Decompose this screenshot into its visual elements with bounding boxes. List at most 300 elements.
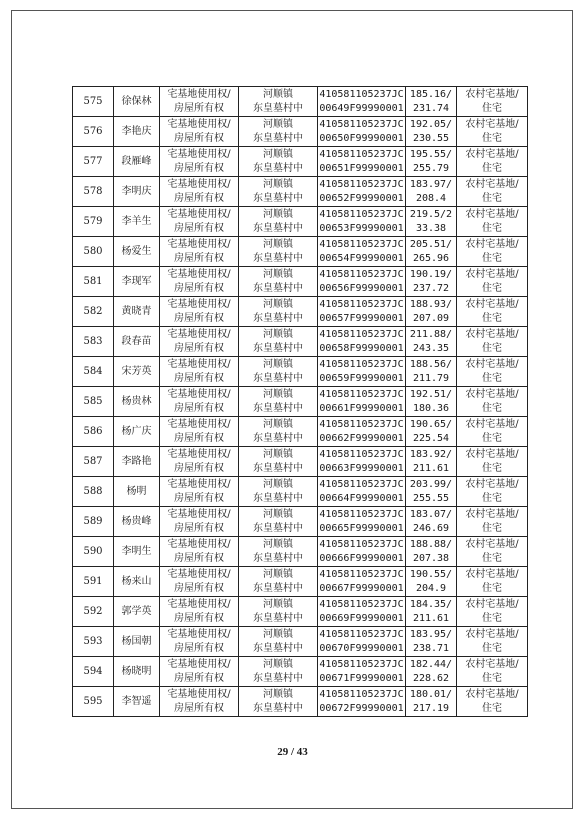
cell-location-line: 河顺镇 [263,238,293,250]
cell-unit-code-line: 410581105237JC [319,118,404,130]
cell-area-line: 180.36 [412,402,450,414]
cell-location [239,87,318,117]
cell-unit-code-line: 410581105237JC [319,268,404,280]
cell-area-line: 228.62 [412,672,450,684]
cell-right-type [160,87,239,117]
cell-area [406,327,457,357]
cell-unit-code-line: 00670F99990001 [319,642,404,654]
cell-location-line: 东皇墓村中 [253,642,303,654]
cell-location-line: 东皇墓村中 [253,132,303,144]
cell-area-line: 195.55/ [409,148,453,160]
cell-serial-number: 589 [73,507,114,537]
cell-location-line: 河顺镇 [263,268,293,280]
cell-location-line: 河顺镇 [263,88,293,100]
cell-usage [457,207,528,237]
cell-unit-code [318,117,406,147]
cell-owner-name: 李明庆 [114,177,160,207]
cell-right-type-line: 宅基地使用权/ [167,628,231,640]
cell-serial-number: 581 [73,267,114,297]
cell-unit-code-line: 410581105237JC [319,88,404,100]
cell-right-type-line: 房屋所有权 [174,102,224,114]
cell-area-line: 211.61 [412,612,450,624]
cell-area [406,177,457,207]
cell-unit-code-line: 00663F99990001 [319,462,404,474]
cell-area [406,147,457,177]
cell-location-line: 河顺镇 [263,208,293,220]
cell-right-type-line: 宅基地使用权/ [167,478,231,490]
cell-unit-code-line: 410581105237JC [319,658,404,670]
cell-right-type-line: 房屋所有权 [174,702,224,714]
cell-serial-number: 575 [73,87,114,117]
cell-right-type [160,567,239,597]
cell-location-line: 河顺镇 [263,688,293,700]
table-row [73,117,528,147]
cell-location-line: 东皇墓村中 [253,462,303,474]
cell-serial-number: 587 [73,447,114,477]
cell-right-type [160,237,239,267]
cell-location [239,357,318,387]
cell-area-line: 185.16/ [409,88,453,100]
cell-usage [457,387,528,417]
cell-location-line: 东皇墓村中 [253,252,303,264]
cell-usage-line: 农村宅基地/ [465,418,519,430]
table-row [73,207,528,237]
cell-location-line: 东皇墓村中 [253,312,303,324]
cell-serial-number: 595 [73,687,114,717]
cell-location-line: 东皇墓村中 [253,102,303,114]
cell-owner-name: 李艳庆 [114,117,160,147]
cell-location-line: 东皇墓村中 [253,402,303,414]
cell-usage [457,327,528,357]
cell-usage [457,627,528,657]
cell-area-line: 190.65/ [409,418,453,430]
cell-usage-line: 住宅 [482,162,502,174]
cell-usage [457,117,528,147]
cell-area-line: 188.93/ [409,298,453,310]
cell-right-type [160,597,239,627]
cell-usage-line: 农村宅基地/ [465,598,519,610]
cell-right-type-line: 房屋所有权 [174,672,224,684]
cell-location-line: 东皇墓村中 [253,372,303,384]
cell-area-line: 184.35/ [409,598,453,610]
cell-location-line: 河顺镇 [263,118,293,130]
cell-owner-name: 杨爱生 [114,237,160,267]
cell-area-line: 204.9 [415,582,447,594]
page-current: 29 [277,746,289,758]
cell-usage-line: 农村宅基地/ [465,208,519,220]
cell-serial-number: 588 [73,477,114,507]
cell-area [406,117,457,147]
property-registry-table [72,86,528,717]
cell-right-type-line: 房屋所有权 [174,222,224,234]
cell-usage-line: 农村宅基地/ [465,538,519,550]
page-separator: / [288,746,297,758]
table-row [73,447,528,477]
cell-area [406,597,457,627]
cell-owner-name: 郭学英 [114,597,160,627]
cell-usage [457,687,528,717]
table-row [73,177,528,207]
cell-unit-code-line: 00656F99990001 [319,282,404,294]
cell-location-line: 河顺镇 [263,538,293,550]
cell-owner-name: 李明生 [114,537,160,567]
cell-usage [457,657,528,687]
cell-usage-line: 农村宅基地/ [465,358,519,370]
cell-unit-code [318,417,406,447]
cell-location-line: 河顺镇 [263,298,293,310]
cell-area [406,387,457,417]
cell-right-type [160,117,239,147]
cell-location [239,537,318,567]
cell-serial-number: 578 [73,177,114,207]
cell-right-type [160,177,239,207]
cell-usage-line: 住宅 [482,582,502,594]
cell-location [239,177,318,207]
cell-owner-name: 李路艳 [114,447,160,477]
cell-location-line: 东皇墓村中 [253,522,303,534]
cell-usage [457,357,528,387]
cell-unit-code [318,657,406,687]
cell-location-line: 东皇墓村中 [253,582,303,594]
cell-location [239,147,318,177]
cell-location-line: 东皇墓村中 [253,552,303,564]
cell-usage [457,537,528,567]
table-body [73,87,528,717]
cell-usage-line: 住宅 [482,132,502,144]
cell-location [239,117,318,147]
cell-serial-number: 585 [73,387,114,417]
cell-serial-number: 584 [73,357,114,387]
cell-usage [457,597,528,627]
cell-area-line: 183.97/ [409,178,453,190]
table-row [73,237,528,267]
cell-location [239,477,318,507]
cell-unit-code-line: 00662F99990001 [319,432,404,444]
cell-usage-line: 住宅 [482,432,502,444]
table-row [73,297,528,327]
cell-serial-number: 582 [73,297,114,327]
cell-area-line: 211.79 [412,372,450,384]
cell-usage-line: 农村宅基地/ [465,508,519,520]
cell-location [239,687,318,717]
cell-area-line: 237.72 [412,282,450,294]
table-row [73,147,528,177]
cell-location-line: 东皇墓村中 [253,192,303,204]
cell-location [239,207,318,237]
cell-right-type-line: 房屋所有权 [174,132,224,144]
cell-area-line: 230.55 [412,132,450,144]
cell-right-type-line: 宅基地使用权/ [167,598,231,610]
cell-location [239,567,318,597]
cell-right-type [160,417,239,447]
cell-usage-line: 住宅 [482,642,502,654]
cell-unit-code [318,627,406,657]
cell-right-type [160,267,239,297]
cell-right-type [160,627,239,657]
cell-right-type-line: 宅基地使用权/ [167,508,231,520]
cell-unit-code-line: 00664F99990001 [319,492,404,504]
cell-area-line: 192.51/ [409,388,453,400]
cell-area-line: 219.5/2 [409,208,453,220]
table-row [73,387,528,417]
cell-area [406,447,457,477]
cell-right-type-line: 房屋所有权 [174,582,224,594]
cell-location-line: 河顺镇 [263,388,293,400]
cell-right-type [160,207,239,237]
cell-right-type-line: 房屋所有权 [174,162,224,174]
cell-usage-line: 农村宅基地/ [465,658,519,670]
cell-right-type [160,327,239,357]
cell-usage-line: 住宅 [482,462,502,474]
cell-area-line: 183.07/ [409,508,453,520]
cell-right-type-line: 房屋所有权 [174,312,224,324]
cell-unit-code [318,267,406,297]
cell-area-line: 238.71 [412,642,450,654]
cell-owner-name: 李智遥 [114,687,160,717]
cell-owner-name: 杨晓明 [114,657,160,687]
cell-usage-line: 住宅 [482,372,502,384]
cell-unit-code [318,447,406,477]
cell-area-line: 203.99/ [409,478,453,490]
cell-unit-code-line: 00669F99990001 [319,612,404,624]
cell-area-line: 180.01/ [409,688,453,700]
table-row [73,627,528,657]
cell-usage [457,417,528,447]
cell-location-line: 河顺镇 [263,478,293,490]
cell-unit-code-line: 410581105237JC [319,178,404,190]
cell-location [239,627,318,657]
cell-area-line: 33.38 [415,222,447,234]
cell-area [406,657,457,687]
cell-right-type-line: 宅基地使用权/ [167,298,231,310]
cell-owner-name: 杨国朝 [114,627,160,657]
cell-unit-code-line: 410581105237JC [319,418,404,430]
page-total: 43 [296,746,308,758]
cell-area [406,687,457,717]
cell-location-line: 河顺镇 [263,448,293,460]
cell-owner-name: 杨贵峰 [114,507,160,537]
cell-right-type [160,297,239,327]
cell-usage-line: 住宅 [482,492,502,504]
cell-usage-line: 住宅 [482,672,502,684]
cell-unit-code-line: 00665F99990001 [319,522,404,534]
cell-area-line: 231.74 [412,102,450,114]
cell-usage [457,477,528,507]
cell-serial-number: 590 [73,537,114,567]
cell-unit-code-line: 00649F99990001 [319,102,404,114]
cell-area-line: 182.44/ [409,658,453,670]
cell-unit-code [318,327,406,357]
cell-right-type [160,447,239,477]
cell-right-type-line: 房屋所有权 [174,402,224,414]
cell-right-type-line: 宅基地使用权/ [167,208,231,220]
cell-unit-code-line: 00671F99990001 [319,672,404,684]
cell-unit-code [318,387,406,417]
cell-right-type [160,687,239,717]
cell-right-type-line: 宅基地使用权/ [167,388,231,400]
cell-area [406,207,457,237]
cell-location [239,447,318,477]
cell-serial-number: 577 [73,147,114,177]
cell-usage-line: 农村宅基地/ [465,118,519,130]
cell-location-line: 东皇墓村中 [253,342,303,354]
cell-right-type-line: 宅基地使用权/ [167,268,231,280]
cell-unit-code-line: 410581105237JC [319,358,404,370]
cell-area-line: 188.88/ [409,538,453,550]
cell-unit-code-line: 00667F99990001 [319,582,404,594]
cell-usage-line: 农村宅基地/ [465,178,519,190]
cell-unit-code-line: 00672F99990001 [319,702,404,714]
cell-usage-line: 农村宅基地/ [465,238,519,250]
cell-usage [457,177,528,207]
cell-usage-line: 农村宅基地/ [465,688,519,700]
cell-area [406,537,457,567]
cell-location-line: 河顺镇 [263,328,293,340]
cell-unit-code [318,147,406,177]
cell-area-line: 192.05/ [409,118,453,130]
cell-unit-code [318,87,406,117]
cell-usage [457,297,528,327]
cell-right-type-line: 宅基地使用权/ [167,148,231,160]
cell-owner-name: 李现军 [114,267,160,297]
cell-area-line: 217.19 [412,702,450,714]
cell-unit-code-line: 00654F99990001 [319,252,404,264]
cell-unit-code-line: 00653F99990001 [319,222,404,234]
cell-location-line: 东皇墓村中 [253,612,303,624]
table-row [73,267,528,297]
cell-location-line: 东皇墓村中 [253,222,303,234]
cell-unit-code-line: 410581105237JC [319,688,404,700]
cell-location-line: 东皇墓村中 [253,282,303,294]
cell-location [239,327,318,357]
cell-usage-line: 住宅 [482,522,502,534]
cell-serial-number: 592 [73,597,114,627]
cell-unit-code [318,687,406,717]
cell-right-type-line: 房屋所有权 [174,342,224,354]
cell-unit-code-line: 00658F99990001 [319,342,404,354]
table-row [73,507,528,537]
cell-area-line: 183.92/ [409,448,453,460]
cell-area-line: 190.55/ [409,568,453,580]
cell-area [406,357,457,387]
cell-serial-number: 594 [73,657,114,687]
cell-location [239,387,318,417]
cell-area-line: 255.79 [412,162,450,174]
cell-location [239,417,318,447]
cell-right-type-line: 房屋所有权 [174,612,224,624]
table-row [73,477,528,507]
cell-location-line: 河顺镇 [263,628,293,640]
cell-unit-code [318,237,406,267]
cell-right-type-line: 宅基地使用权/ [167,538,231,550]
cell-right-type-line: 宅基地使用权/ [167,118,231,130]
cell-owner-name: 李羊生 [114,207,160,237]
cell-right-type-line: 宅基地使用权/ [167,688,231,700]
cell-right-type-line: 房屋所有权 [174,492,224,504]
cell-area-line: 207.09 [412,312,450,324]
table-row [73,657,528,687]
cell-location-line: 东皇墓村中 [253,672,303,684]
cell-usage [457,237,528,267]
cell-unit-code-line: 410581105237JC [319,478,404,490]
cell-unit-code-line: 410581105237JC [319,328,404,340]
cell-usage-line: 农村宅基地/ [465,448,519,460]
cell-owner-name: 徐保林 [114,87,160,117]
cell-unit-code-line: 410581105237JC [319,208,404,220]
cell-right-type-line: 房屋所有权 [174,462,224,474]
cell-unit-code-line: 410581105237JC [319,148,404,160]
cell-right-type-line: 宅基地使用权/ [167,358,231,370]
cell-usage [457,87,528,117]
cell-right-type-line: 房屋所有权 [174,282,224,294]
cell-location [239,597,318,627]
cell-serial-number: 586 [73,417,114,447]
cell-usage [457,447,528,477]
cell-area-line: 188.56/ [409,358,453,370]
cell-usage [457,507,528,537]
cell-unit-code-line: 00652F99990001 [319,192,404,204]
cell-unit-code [318,537,406,567]
cell-area-line: 265.96 [412,252,450,264]
cell-usage-line: 住宅 [482,702,502,714]
cell-usage-line: 农村宅基地/ [465,628,519,640]
cell-usage-line: 农村宅基地/ [465,328,519,340]
cell-serial-number: 580 [73,237,114,267]
cell-unit-code-line: 00657F99990001 [319,312,404,324]
cell-owner-name: 黄晓青 [114,297,160,327]
cell-unit-code [318,177,406,207]
table-row [73,597,528,627]
cell-usage-line: 农村宅基地/ [465,88,519,100]
cell-usage [457,147,528,177]
cell-unit-code-line: 410581105237JC [319,448,404,460]
cell-right-type-line: 房屋所有权 [174,552,224,564]
cell-right-type [160,657,239,687]
cell-right-type-line: 宅基地使用权/ [167,418,231,430]
cell-area-line: 205.51/ [409,238,453,250]
cell-owner-name: 杨贵林 [114,387,160,417]
cell-unit-code [318,297,406,327]
cell-right-type-line: 宅基地使用权/ [167,328,231,340]
cell-usage-line: 农村宅基地/ [465,568,519,580]
cell-usage-line: 农村宅基地/ [465,268,519,280]
cell-area [406,627,457,657]
cell-location-line: 河顺镇 [263,658,293,670]
cell-usage-line: 住宅 [482,342,502,354]
table-row [73,417,528,447]
cell-right-type-line: 宅基地使用权/ [167,88,231,100]
cell-right-type [160,477,239,507]
cell-unit-code [318,477,406,507]
cell-area-line: 255.55 [412,492,450,504]
cell-unit-code [318,507,406,537]
cell-location [239,657,318,687]
cell-unit-code [318,207,406,237]
cell-owner-name: 宋芳英 [114,357,160,387]
cell-right-type [160,147,239,177]
table-row [73,687,528,717]
cell-owner-name: 段雁峰 [114,147,160,177]
cell-usage-line: 住宅 [482,612,502,624]
cell-location [239,267,318,297]
cell-unit-code-line: 410581105237JC [319,388,404,400]
cell-serial-number: 579 [73,207,114,237]
cell-usage-line: 农村宅基地/ [465,388,519,400]
cell-area [406,87,457,117]
table-row [73,537,528,567]
cell-usage-line: 农村宅基地/ [465,298,519,310]
cell-area-line: 243.35 [412,342,450,354]
